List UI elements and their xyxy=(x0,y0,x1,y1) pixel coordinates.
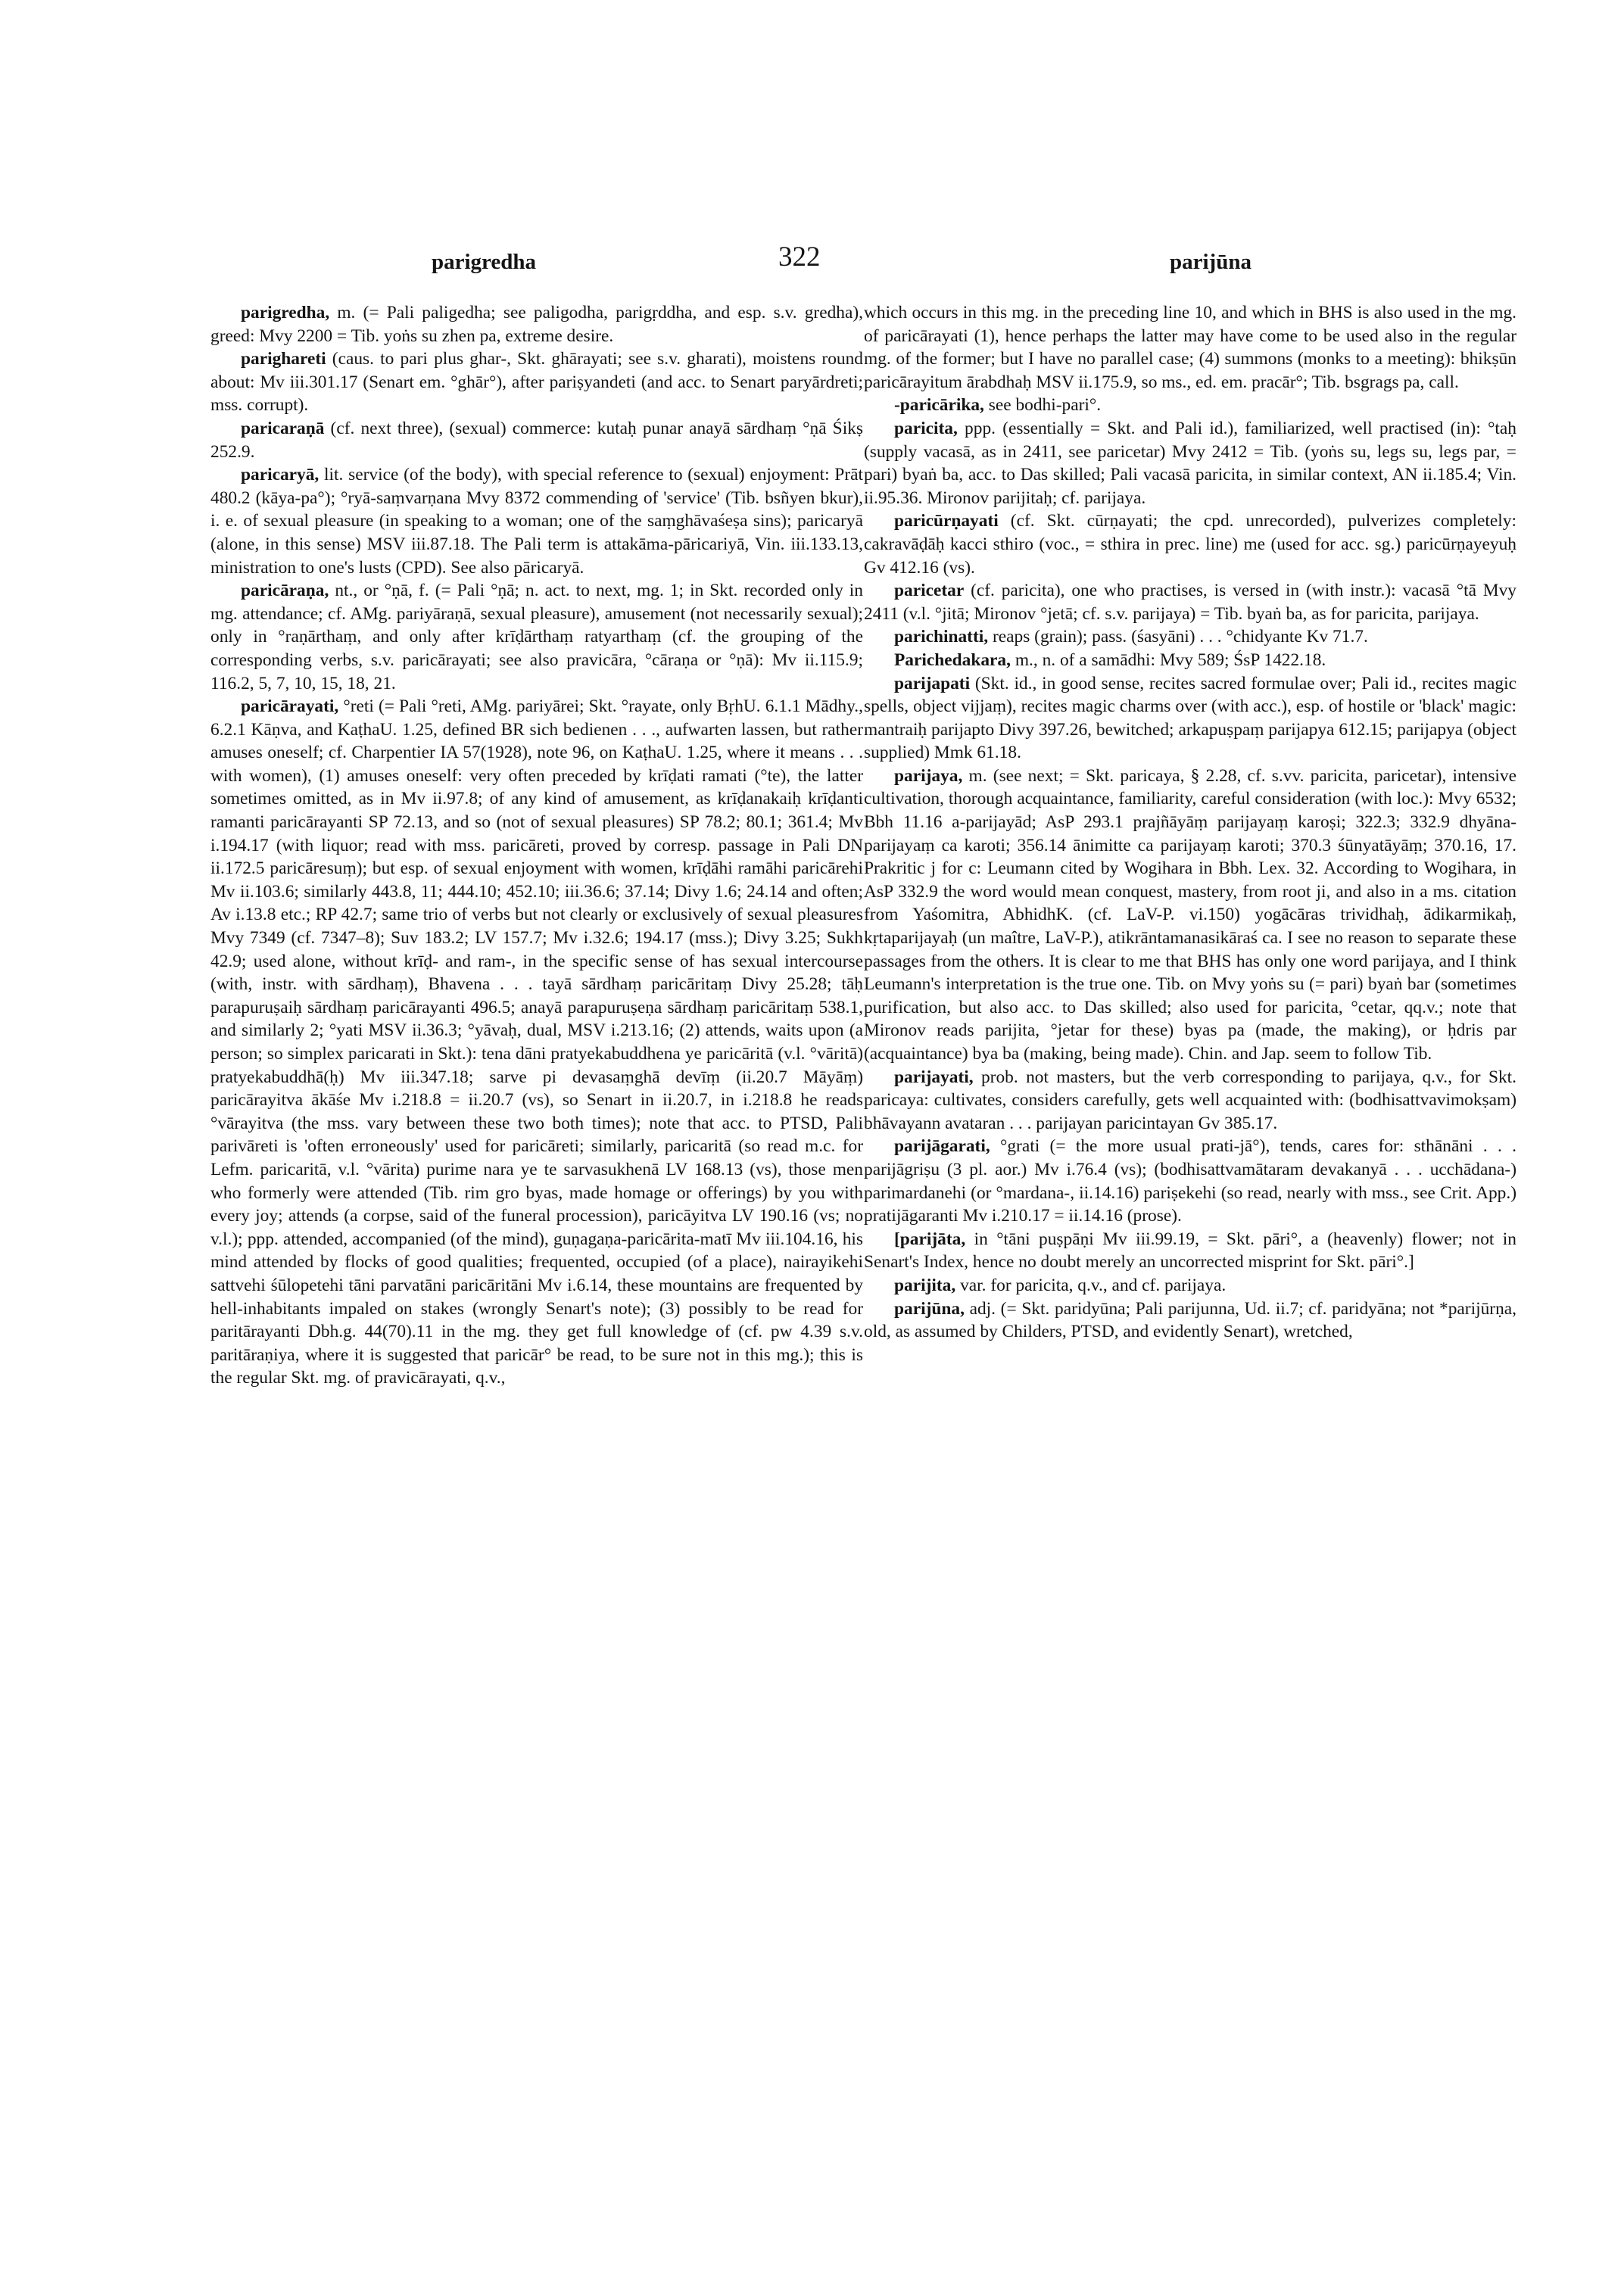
entry-body: m., n. of a samādhi: Mvy 589; ŚsP 1422.18. xyxy=(1010,650,1326,670)
entry-headword: parijūna, xyxy=(894,1298,965,1319)
entry xyxy=(864,394,1516,417)
entry-body: ppp. (essentially = Skt. and Pali id.), familiarized, well practised (in): °taḥ (supply vacasā, as in 2411, see paricetar) Mvy 2412 = Tib. (yoṅs su, legs su, legs par, = pari) byaṅ ba, acc. to Das skilled; Pali vacasā paricita, in similar context, AN ii.185.4; Vin. ii.95.36. Mironov parijitaḥ; cf. parijaya. xyxy=(864,418,1516,508)
entry-headword: parigredha, xyxy=(241,303,330,322)
entry-body: (cf. Skt. cūrṇayati; the cpd. unrecorded), pulverizes completely: cakravāḍāḥ kacci sthiro (voc., = sthira in prec. line) me (used for acc. sg.) paricūrṇayeyuḥ Gv 412.16 (vs). xyxy=(864,511,1516,578)
entry-headword: parijapati xyxy=(894,673,971,693)
entry-body: m. (= Pali paligedha; see paligodha, parigṛddha, and esp. s.v. gredha), greed: Mvy 2200 = Tib. yoṅs su zhen pa, extreme desire. xyxy=(210,303,863,346)
entry-body: var. for paricita, q.v., and cf. parijaya. xyxy=(955,1275,1227,1295)
left-column xyxy=(210,301,863,1390)
entry-headword: parijita, xyxy=(894,1275,956,1295)
entry xyxy=(210,417,863,463)
entry xyxy=(864,1274,1516,1298)
entry-headword: parijayati, xyxy=(894,1067,974,1087)
entry-body: (Skt. id., in good sense, recites sacred formulae over; Pali id., recites magic spells, object vijjaṃ), recites magic charms over (with acc.), esp. of hostile or 'black' magic: mantraiḥ parijapto Divy 397.26, bewitched; arkapuṣpaṃ parijapya 612.15; parijapya (object supplied) Mmk 61.18. xyxy=(864,673,1516,763)
entry-headword: paricaraṇā xyxy=(241,418,325,438)
entry xyxy=(210,347,863,417)
entry xyxy=(864,649,1516,672)
entry xyxy=(864,1135,1516,1227)
entry xyxy=(864,579,1516,625)
entry-headword: parighareti xyxy=(241,349,326,369)
page-number: 322 xyxy=(778,241,821,273)
entry-headword: parijāgarati, xyxy=(894,1136,990,1157)
entry-body: (cf. paricita), one who practises, is versed in (with instr.): vacasā °tā Mvy 2411 (v.l. °jitā; Mironov °jetā; cf. s.v. parijaya) = Tib. byaṅ ba, as for paricita, parijaya. xyxy=(864,581,1516,624)
entry-headword: paricita, xyxy=(894,418,958,438)
entry xyxy=(864,417,1516,509)
entry-body: lit. service (of the body), with special reference to (sexual) enjoyment: Prāt 480.2 (kāya-pa°); °ryā-saṃvarṇana Mvy 8372 commending of 'service' (Tib. bsñyen bkur), i. e. of sexual pleasure (in speaking to a woman; one of the saṃghāvaśeṣa sins); paricaryā (alone, in this sense) MSV iii.87.18. The Pali term is attakāma-pāricariyā, Vin. iii.133.13, ministration to one's lusts (CPD). See also pāricaryā. xyxy=(210,465,863,578)
right-guide-word: parijūna xyxy=(1170,250,1252,274)
entry-body: m. (see next; = Skt. paricaya, § 2.28, cf. s.vv. paricita, paricetar), intensive cultivation, thorough acquaintance, familiarity, careful consideration (with loc.): Mvy 6532; Bbh 11.16 a-parijayād; AsP 293.1 prajñāyāṃ parijayaṃ karoṣi; 322.3; 332.9 dhyāna-parijayaṃ ca karoti; 356.14 ānimitte ca parijayaṃ karoti; 370.3 śūnyatāyāṃ; 370.16, 17. Prakritic j for c: Leumann cited by Wogihara in Bbh. Lex. 32. According to Wogihara, in AsP 332.9 the word would mean conquest, mastery, from root ji, and also in a ms. citation from Yaśomitra, AbhidhK. (cf. LaV-P. vi.150) yogācāras trividhaḥ, ādikarmikaḥ, kṛtaparijayaḥ (un maître, LaV-P.), atikrāntamanasikāraś ca. I see no reason to separate these passages from the others. It is clear to me that BHS has only one word parijaya, and I think Leumann's interpretation is the true one. Tib. on Mvy yoṅs su (= pari) byaṅ bar (sometimes purification, but also acc. to Das skilled; also used for paricita, °cetar, qq.v.; note that Mironov reads parijita, °jetar for these) byas pa (made, the making), or ḥdris par (acquaintance) bya ba (making, being made). Chin. and Jap. seem to follow Tib. xyxy=(864,765,1516,1064)
entry-headword: paricārayati, xyxy=(241,696,339,717)
entry xyxy=(864,509,1516,579)
entry xyxy=(864,1298,1516,1344)
entry-headword: paricūrṇayati xyxy=(894,511,999,531)
entry-headword: parichinatti, xyxy=(894,627,989,647)
entry-body: (cf. next three), (sexual) commerce: kutaḥ punar anayā sārdhaṃ °ṇā Śikṣ 252.9. xyxy=(210,418,863,462)
entry xyxy=(864,625,1516,649)
entry-body: °reti (= Pali °reti, AMg. pariyārei; Skt. °rayate, only BṛhU. 6.1.1 Mādhy., 6.2.1 Kāṇva, and KaṭhaU. 1.25, defined BR sich bedienen . . ., aufwarten lassen, but rather amuses oneself; cf. Charpentier IA 57(1928), note 96, on KaṭhaU. 1.25, where it means . . . with women), (1) amuses oneself: very often preceded by krīḍati ramati (°te), the latter sometimes omitted, as in Mv ii.97.8; of any kind of amusement, as krīḍanakaiḥ krīḍanti ramanti paricārayanti SP 72.13, and so (not of sexual pleasures) SP 78.2; 80.1; 361.4; Mv i.194.17 (with liquor; read with mss. paricāreti, proved by corresp. passage in Pali DN ii.172.5 paricāresuṃ); but esp. of sexual enjoyment with women, krīḍāhi ramāhi paricārehi Mv ii.103.6; similarly 443.8, 11; 444.10; 452.10; iii.36.6; 37.14; Divy 1.6; 24.14 and often; Av i.13.8 etc.; RP 42.7; same trio of verbs but not clearly or exclusively of sexual pleasures Mvy 7349 (cf. 7347–8); Suv 183.2; LV 157.7; Mv i.32.6; 194.17 (mss.); Divy 3.25; Sukh 42.9; used alone, without krīḍ- and ram-, in the specific sense of has sexual intercourse (with, instr. with sārdhaṃ), Bhavena . . . tayā sārdhaṃ paricāritaṃ Divy 25.28; tāḥ parapuruṣaiḥ sārdhaṃ paricārayanti 496.5; anayā parapuruṣeṇa sārdhaṃ paricāritaṃ 538.1, and similarly 2; °yati MSV ii.36.3; °yāvaḥ, dual, MSV i.213.16; (2) attends, waits upon (a person; so simplex paricarati in Skt.): tena dāni pratyekabuddhena ye paricāritā (v.l. °vāritā) pratyekabuddhā(ḥ) Mv iii.347.18; sarve pi devasaṃghā devīṃ (ii.20.7 Māyāṃ) paricārayitva ākāśe Mv i.218.8 = ii.20.7 (vs), so Senart in ii.20.7, in i.218.8 he reads °vārayitva (the mss. vary between these two both times); note that acc. to PTSD, Pali parivāreti is 'often erroneously' used for paricāreti; similarly, paricaritā (so read m.c. for Lefm. paricaritā, v.l. °vārita) purime nara ye te sarvasukhenā LV 168.13 (vs), those men who formerly were attended (Tib. rim gro byas, made homage or offerings) by you with every joy; attends (a corpse, said of the funeral procession), paricāyitva LV 190.16 (vs; no v.l.); ppp. attended, accompanied (of the mind), guṇagaṇa-paricārita-matī Mv iii.104.16, his mind attended by flocks of good qualities; frequented, occupied (of a place), nairayikehi sattvehi śūlopetehi tāni parvatāni paricāritāni Mv i.6.14, these mountains are frequented by hell-inhabitants impaled on stakes (wrongly Senart's note); (3) possibly to be read for paritārayanti Dbh.g. 44(70).11 in the mg. they get full knowledge of (cf. pw 4.39 s.v. paritāraṇiya, where it is suggested that paricār° be read, to be sure not in this mg.); this is the regular Skt. mg. of pravicārayati, q.v., xyxy=(210,696,863,1388)
entry xyxy=(210,301,863,347)
entry xyxy=(864,765,1516,1066)
entry-headword: [parijāta, xyxy=(894,1229,966,1249)
entry-body: adj. (= Skt. paridyūna; Pali parijunna, Ud. ii.7; cf. paridyāna; not *parijūrṇa, old, as assumed by Childers, PTSD, and evidently Senart), wretched, xyxy=(864,1298,1516,1342)
entry-headword: paricaryā, xyxy=(241,465,320,485)
entry-body: prob. not masters, but the verb corresponding to parijaya, q.v., for Skt. paricaya: cultivates, considers carefully, gets well acquainted with: (bodhisattvavimokṣam) bhāvayann avataran . . . parijayan paricintayan Gv 385.17. xyxy=(864,1067,1516,1133)
entry-headword: parijaya, xyxy=(894,765,963,786)
entry xyxy=(864,672,1516,765)
entry xyxy=(210,695,863,1390)
entry-body: which occurs in this mg. in the preceding line 10, and which in BHS is also used in the mg. of paricārayati (1), hence perhaps the latter may have come to be used also in the regular mg. of the former; but I have no parallel case; (4) summons (monks to a meeting): bhikṣūn paricārayitum ārabdhaḥ MSV ii.175.9, so ms., ed. em. pracār°; Tib. bsgrags pa, call. xyxy=(864,303,1516,392)
entry-body: see bodhi-pari°. xyxy=(983,395,1102,416)
entry-body: (caus. to pari plus ghar-, Skt. ghārayati; see s.v. gharati), moistens round about: Mv iii.301.17 (Senart em. °ghār°), after pariṣyandeti (and acc. to Senart paryārdreti; mss. corrupt). xyxy=(210,349,863,416)
entry-body: °grati (= the more usual prati-jā°), tends, cares for: sthānāni . . . parijāgriṣu (3 pl. aor.) Mv i.76.4 (vs); (bodhisattvamātaram devakanyā . . . ucchādana-) parimardanehi (or °mardana-, ii.14.16) pariṣekehi (so read, nearly with mss., see Crit. App.) pratijāgaranti Mv i.210.17 = ii.14.16 (prose). xyxy=(864,1136,1516,1226)
entry-headword: paricāraṇa, xyxy=(241,581,329,601)
entry xyxy=(210,463,863,579)
entry-body: reaps (grain); pass. (śasyāni) . . . °chidyante Kv 71.7. xyxy=(988,627,1368,647)
right-column xyxy=(864,301,1516,1344)
entry-headword: -paricārika, xyxy=(894,395,984,416)
running-header xyxy=(0,241,1624,286)
entry-continuation xyxy=(864,301,1516,394)
entry-headword: paricetar xyxy=(894,581,965,601)
entry-body: nt., or °ṇā, f. (= Pali °ṇā; n. act. to next, mg. 1; in Skt. recorded only in mg. attendance; cf. AMg. pariyāraṇā, sexual pleasure), amusement (not necessarily sexual); only in °raṇārthaṃ, and only after krīḍārthaṃ ratyarthaṃ (cf. the grouping of the corresponding verbs, s.v. paricārayati; see also pravicāra, °cāraṇa or °ṇā): Mv ii.115.9; 116.2, 5, 7, 10, 15, 18, 21. xyxy=(210,581,863,693)
entry-body: in °tāni puṣpāṇi Mv iii.99.19, = Skt. pāri°, a (heavenly) flower; not in Senart's Index, hence no doubt merely an uncorrected misprint for Skt. pāri°.] xyxy=(864,1229,1516,1273)
entry-headword: Parichedakara, xyxy=(894,650,1011,670)
entry xyxy=(864,1066,1516,1136)
left-guide-word: parigredha xyxy=(432,250,537,274)
entry xyxy=(210,579,863,695)
entry xyxy=(864,1228,1516,1274)
